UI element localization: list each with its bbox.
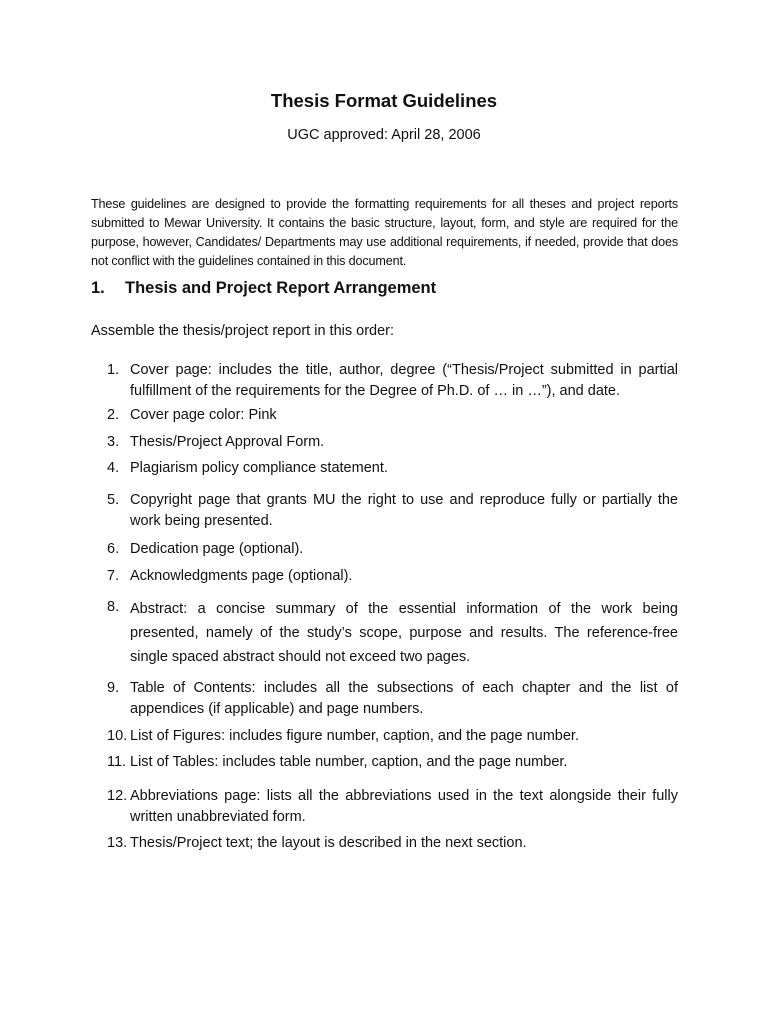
- list-item-number: 4.: [107, 460, 120, 476]
- list-item-number: 13.: [107, 835, 128, 851]
- list-item: [107, 405, 678, 426]
- list-item: [107, 597, 678, 669]
- intro-paragraph: These guidelines are designed to provide the formatting requirements for all theses and project reports submitted to Mewar University. It contains the basic structure, layout, form, and style are required for the purpose, however, Candidates/ Departments may use additional requirements, if needed, provide that does not conflict with the guidelines contained in this document.: [91, 197, 678, 268]
- list-item-text: Table of Contents: includes all the subsections of each chapter and the list of appendices (if applicable) and page numbers.: [130, 680, 678, 717]
- list-item: [107, 490, 678, 532]
- list-item-text: Thesis/Project Approval Form.: [130, 434, 325, 450]
- list-item-text: Copyright page that grants MU the right to use and reproduce fully or partially the work being presented.: [130, 492, 678, 529]
- list-item: [107, 678, 678, 720]
- list-item-text: Cover page color: Pink: [130, 407, 277, 423]
- list-item: [107, 833, 678, 854]
- section-lead: Assemble the thesis/project report in this order:: [91, 323, 395, 339]
- list-item-number: 6.: [107, 541, 120, 557]
- list-item-number: 7.: [107, 568, 120, 584]
- list-item-text: Dedication page (optional).: [130, 541, 304, 557]
- list-item-number: 3.: [107, 434, 120, 450]
- list-item: [107, 752, 678, 773]
- approval-date: UGC approved: April 28, 2006: [287, 127, 481, 143]
- list-item: [107, 726, 678, 747]
- list-item-number: 11.: [107, 754, 127, 770]
- section-title: Thesis and Project Report Arrangement: [125, 279, 437, 297]
- list-item-number: 9.: [107, 680, 120, 696]
- list-item: [107, 360, 678, 402]
- list-item-text: List of Figures: includes figure number, caption, and the page number.: [130, 728, 579, 744]
- list-item-text: Thesis/Project text; the layout is described in the next section.: [130, 835, 527, 851]
- list-item-text: Abstract: a concise summary of the essential information of the work being presented, namely of the study’s scope, purpose and results. The reference-free single spaced abstract should not exceed two pages.: [130, 601, 678, 665]
- list-item: [107, 432, 678, 453]
- list-item-text: Cover page: includes the title, author, degree (“Thesis/Project submitted in partial fulfillment of the requirements for the Degree of Ph.D. of … in …”), and date.: [130, 362, 678, 399]
- list-item: [107, 566, 678, 587]
- list-item-text: List of Tables: includes table number, caption, and the page number.: [130, 754, 568, 770]
- list-item-number: 8.: [107, 599, 120, 615]
- section-heading: [91, 279, 436, 298]
- list-item-number: 5.: [107, 492, 120, 508]
- list-item: [107, 539, 678, 560]
- list-item-number: 2.: [107, 407, 120, 423]
- section-number: 1.: [91, 279, 105, 297]
- list-item-number: 12.: [107, 788, 128, 804]
- list-item-text: Abbreviations page: lists all the abbreviations used in the text alongside their fully written unabbreviated form.: [130, 788, 678, 825]
- page-title: Thesis Format Guidelines: [270, 90, 498, 111]
- list-item-number: 10.: [107, 728, 128, 744]
- list-item-text: Acknowledgments page (optional).: [130, 568, 353, 584]
- list-item-number: 1.: [107, 362, 120, 378]
- list-item-text: Plagiarism policy compliance statement.: [130, 460, 388, 476]
- list-item: [107, 458, 678, 479]
- list-item: [107, 786, 678, 828]
